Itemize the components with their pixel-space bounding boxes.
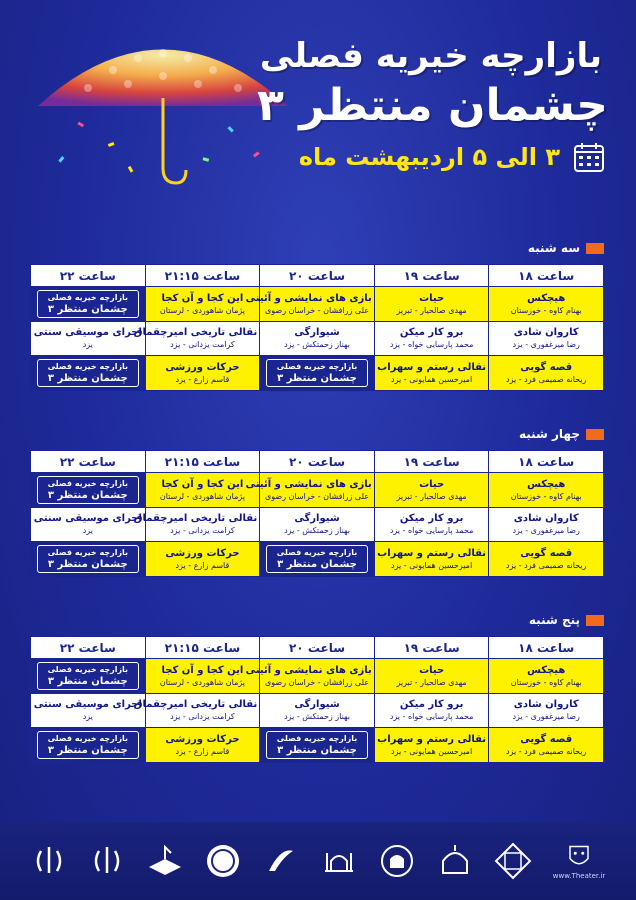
performance-cell <box>489 542 604 577</box>
bazaar-badge <box>37 662 139 690</box>
performance-cell <box>260 322 375 356</box>
performer-name: علی زرافشان - خراسان رضوی <box>265 305 370 315</box>
performance-title: کاروان شادی <box>513 699 579 710</box>
bazaar-subtitle: چشمان منتظر ۳ <box>277 559 357 570</box>
performance-title: برو کار میکن <box>399 327 464 338</box>
performer-name: بهنام کاوه - خوزستان <box>510 305 582 315</box>
table-row <box>31 287 604 322</box>
performance-title: این کجا و آن کجا <box>161 478 244 490</box>
table-row <box>31 694 604 728</box>
time-slot-header: ساعت ۱۸ <box>489 265 604 287</box>
performer-name: علی زرافشان - خراسان رضوی <box>265 491 370 501</box>
bazaar-badge <box>37 545 139 573</box>
table-row <box>31 473 604 508</box>
performer-name: امیرحسین همایونی - یزد <box>391 374 473 384</box>
performance-title: کاروان شادی <box>513 513 579 524</box>
bazaar-subtitle: چشمان منتظر ۳ <box>47 745 128 756</box>
theater-site-url: www.Theater.ir <box>552 872 606 880</box>
performer-name: بهناز زحمتکش - یزد <box>284 526 350 535</box>
charity-bazaar-cell <box>31 473 146 508</box>
bazaar-badge <box>266 545 368 573</box>
performer-name: ریحانه صمیمی فرد - یزد <box>506 374 587 384</box>
performance-title: کاروان شادی <box>513 327 579 338</box>
performance-title: برو کار میکن <box>399 513 464 524</box>
performer-name: پژمان شاهوردی - لرستان <box>159 305 246 315</box>
performance-cell <box>133 508 260 542</box>
charity-bazaar-cell <box>31 356 146 391</box>
performance-title: نقالی رستم و سهراب <box>377 547 487 559</box>
performance-cell <box>145 356 260 391</box>
day-marker-icon <box>586 615 604 626</box>
performance-cell <box>374 694 489 728</box>
bazaar-badge <box>37 290 139 318</box>
book-logo <box>143 839 187 883</box>
performer-name: بهناز زحمتکش - یزد <box>284 340 350 349</box>
calendar-icon <box>572 140 606 174</box>
iran-emblem-logo-2 <box>27 839 71 883</box>
day-section <box>30 610 604 763</box>
performer-name: ریحانه صمیمی فرد - یزد <box>506 560 587 570</box>
bazaar-badge <box>37 731 139 759</box>
performance-title: نقالی تاریخی امیرچقماق <box>133 513 258 524</box>
performance-cell <box>374 542 489 577</box>
performance-title: بازی های نمایشی و آئینی <box>245 292 372 304</box>
performer-name: کرامت یزدانی - یزد <box>170 340 235 349</box>
bazaar-subtitle: چشمان منتظر ۳ <box>277 373 357 384</box>
performer-name: قاسم زارع - یزد <box>175 746 230 756</box>
performance-title: اجرای موسیقی سنتی <box>33 513 142 524</box>
performance-cell <box>260 694 375 728</box>
performance-cell <box>245 287 375 322</box>
performer-name: رضا میرغفوری - یزد <box>512 340 580 349</box>
table-row <box>31 659 604 694</box>
performance-title: نقالی رستم و سهراب <box>377 361 487 373</box>
performer-name: محمد پارسایی خواه - یزد <box>389 712 474 721</box>
mosque-icon <box>319 841 359 881</box>
mosque-logo <box>317 839 361 883</box>
performance-title: حیات <box>419 478 445 490</box>
time-slot-header: ساعت ۱۹ <box>374 265 489 287</box>
event-date-text: ۳ الی ۵ اردیبهشت ماه <box>298 143 560 171</box>
performance-title: حرکات ورزشی <box>165 361 240 373</box>
performance-cell <box>374 322 489 356</box>
bazaar-title: بازارچه خیریه فصلی <box>276 734 358 743</box>
performance-cell <box>31 508 146 542</box>
performance-title: برو کار میکن <box>399 699 464 710</box>
performance-title: این کجا و آن کجا <box>161 664 244 676</box>
day-header <box>30 424 604 444</box>
iran-emblem-logo <box>85 839 129 883</box>
performance-title: هیچکس <box>527 478 566 490</box>
performance-cell <box>145 728 260 763</box>
time-slot-header: ساعت ۲۱:۱۵ <box>145 265 260 287</box>
iran-emblem-icon <box>29 841 69 881</box>
performer-name: یزد <box>82 712 93 721</box>
bazaar-badge <box>37 476 139 504</box>
time-slot-header: ساعت ۱۸ <box>489 637 604 659</box>
performance-cell <box>145 473 260 508</box>
performance-cell <box>31 322 146 356</box>
time-header-row <box>31 451 604 473</box>
table-row <box>31 542 604 577</box>
open-book-icon <box>145 841 185 881</box>
iran-theater-logo <box>549 839 609 883</box>
bazaar-subtitle: چشمان منتظر ۳ <box>47 304 128 315</box>
performance-cell <box>374 356 489 391</box>
performance-title: حیات <box>419 292 445 304</box>
dome-icon <box>435 841 475 881</box>
table-row <box>31 508 604 542</box>
time-slot-header: ساعت ۲۱:۱۵ <box>145 451 260 473</box>
performer-name: بهنام کاوه - خوزستان <box>510 491 582 501</box>
performer-name: رضا میرغفوری - یزد <box>512 526 580 535</box>
performance-title: شیوارگی <box>294 513 340 524</box>
performer-name: کرامت یزدانی - یزد <box>170 526 235 535</box>
cultural-center-logo <box>491 839 535 883</box>
performance-title: قصه گویی <box>520 547 573 559</box>
performer-name: علی زرافشان - خراسان رضوی <box>265 677 370 687</box>
performance-cell <box>374 659 489 694</box>
time-slot-header: ساعت ۱۸ <box>489 451 604 473</box>
bazaar-badge <box>266 359 368 387</box>
bazaar-title: بازارچه خیریه فصلی <box>47 734 129 743</box>
day-section <box>30 424 604 577</box>
bazaar-subtitle: چشمان منتظر ۳ <box>277 745 357 756</box>
event-date <box>299 140 606 174</box>
time-slot-header: ساعت ۱۹ <box>374 637 489 659</box>
table-row <box>31 322 604 356</box>
bazaar-title: بازارچه خیریه فصلی <box>276 548 358 557</box>
poster-header <box>0 0 636 235</box>
time-slot-header: ساعت ۲۰ <box>260 451 375 473</box>
performance-title: هیچکس <box>527 664 566 676</box>
time-slot-header: ساعت ۲۲ <box>31 637 146 659</box>
performer-name: امیرحسین همایونی - یزد <box>391 560 473 570</box>
performance-cell <box>374 728 489 763</box>
performance-cell <box>31 694 146 728</box>
performance-title: نقالی تاریخی امیرچقماق <box>133 699 258 710</box>
performance-cell <box>245 659 375 694</box>
geometric-emblem-icon <box>493 841 533 881</box>
charity-bazaar-cell <box>260 542 375 577</box>
round-seal-icon <box>203 841 243 881</box>
performance-cell <box>489 659 604 694</box>
performance-cell <box>260 508 375 542</box>
performance-title: بازی های نمایشی و آئینی <box>245 478 372 490</box>
performance-title: شیوارگی <box>294 327 340 338</box>
performer-name: یزد <box>82 340 93 349</box>
performer-name: مهدی صالحیار - تبریز <box>396 305 467 315</box>
theater-mask-icon <box>564 842 594 872</box>
brush-stroke-icon <box>261 841 301 881</box>
shrine-icon <box>377 841 417 881</box>
charity-bazaar-cell <box>31 728 146 763</box>
time-slot-header: ساعت ۲۲ <box>31 265 146 287</box>
performance-title: اجرای موسیقی سنتی <box>33 327 142 338</box>
performance-title: اجرای موسیقی سنتی <box>33 699 142 710</box>
time-slot-header: ساعت ۲۰ <box>260 637 375 659</box>
charity-bazaar-cell <box>31 542 146 577</box>
bazaar-subtitle: چشمان منتظر ۳ <box>47 490 128 501</box>
performance-cell <box>145 287 260 322</box>
time-slot-header: ساعت ۲۲ <box>31 451 146 473</box>
performance-title: نقالی تاریخی امیرچقماق <box>133 327 258 338</box>
performance-title: حرکات ورزشی <box>165 547 240 559</box>
emblem-logo <box>201 839 245 883</box>
performance-title: این کجا و آن کجا <box>161 292 244 304</box>
bazaar-title: بازارچه خیریه فصلی <box>47 548 129 557</box>
shrine-logo <box>375 839 419 883</box>
bazaar-subtitle: چشمان منتظر ۳ <box>47 373 128 384</box>
performer-name: رضا میرغفوری - یزد <box>512 712 580 721</box>
performer-name: ریحانه صمیمی فرد - یزد <box>506 746 587 756</box>
performance-cell <box>489 287 604 322</box>
bazaar-subtitle: چشمان منتظر ۳ <box>47 676 128 687</box>
performer-name: امیرحسین همایونی - یزد <box>391 746 473 756</box>
schedule-table <box>30 450 604 577</box>
performer-name: مهدی صالحیار - تبریز <box>396 677 467 687</box>
bazaar-title: بازارچه خیریه فصلی <box>276 362 358 371</box>
time-slot-header: ساعت ۱۹ <box>374 451 489 473</box>
charity-logo <box>433 839 477 883</box>
schedule-table <box>30 636 604 763</box>
performer-name: کرامت یزدانی - یزد <box>170 712 235 721</box>
table-row <box>31 728 604 763</box>
day-marker-icon <box>586 429 604 440</box>
time-slot-header: ساعت ۲۱:۱۵ <box>145 637 260 659</box>
performance-title: بازی های نمایشی و آئینی <box>245 664 372 676</box>
bazaar-subtitle: چشمان منتظر ۳ <box>47 559 128 570</box>
charity-bazaar-cell <box>260 728 375 763</box>
day-section <box>30 238 604 391</box>
performer-name: قاسم زارع - یزد <box>175 560 230 570</box>
time-header-row <box>31 637 604 659</box>
day-name: پنج شنبه <box>528 613 580 627</box>
performance-title: قصه گویی <box>520 361 573 373</box>
performance-title: نقالی رستم و سهراب <box>377 733 487 745</box>
performance-cell <box>374 508 489 542</box>
bazaar-badge <box>266 731 368 759</box>
performance-cell <box>374 473 489 508</box>
brush-logo <box>259 839 303 883</box>
performance-cell <box>133 322 260 356</box>
performance-title: هیچکس <box>527 292 566 304</box>
sponsor-logos-bar <box>0 822 636 900</box>
performance-cell <box>489 728 604 763</box>
charity-bazaar-cell <box>260 356 375 391</box>
day-name: چهار شنبه <box>518 427 580 441</box>
performance-title: قصه گویی <box>520 733 573 745</box>
bazaar-title: بازارچه خیریه فصلی <box>47 293 129 302</box>
poster-title-line1: بازارچه خیریه فصلی <box>259 36 602 76</box>
performance-cell <box>374 287 489 322</box>
poster-title-line2: چشمان منتظر ۳ <box>257 80 608 131</box>
iran-emblem-icon <box>87 841 127 881</box>
performance-cell <box>145 542 260 577</box>
performance-cell <box>489 694 604 728</box>
performance-cell <box>489 508 604 542</box>
day-marker-icon <box>586 243 604 254</box>
performance-cell <box>145 659 260 694</box>
charity-bazaar-cell <box>31 659 146 694</box>
performance-title: شیوارگی <box>294 699 340 710</box>
bazaar-title: بازارچه خیریه فصلی <box>47 362 129 371</box>
performance-cell <box>245 473 375 508</box>
bazaar-title: بازارچه خیریه فصلی <box>47 665 129 674</box>
charity-bazaar-cell <box>31 287 146 322</box>
performance-cell <box>489 473 604 508</box>
performance-cell <box>489 322 604 356</box>
schedule-table <box>30 264 604 391</box>
performer-name: محمد پارسایی خواه - یزد <box>389 526 474 535</box>
table-row <box>31 356 604 391</box>
day-name: سه شنبه <box>527 241 580 255</box>
performer-name: بهناز زحمتکش - یزد <box>284 712 350 721</box>
performer-name: پژمان شاهوردی - لرستان <box>159 677 246 687</box>
performance-cell <box>489 356 604 391</box>
day-header <box>30 610 604 630</box>
performer-name: بهنام کاوه - خوزستان <box>510 677 582 687</box>
bazaar-title: بازارچه خیریه فصلی <box>47 479 129 488</box>
performer-name: مهدی صالحیار - تبریز <box>396 491 467 501</box>
time-slot-header: ساعت ۲۰ <box>260 265 375 287</box>
performance-title: حیات <box>419 664 445 676</box>
performance-cell <box>133 694 260 728</box>
performer-name: یزد <box>82 526 93 535</box>
bazaar-badge <box>37 359 139 387</box>
performance-title: حرکات ورزشی <box>165 733 240 745</box>
time-header-row <box>31 265 604 287</box>
day-header <box>30 238 604 258</box>
performer-name: قاسم زارع - یزد <box>175 374 230 384</box>
performer-name: محمد پارسایی خواه - یزد <box>389 340 474 349</box>
performer-name: پژمان شاهوردی - لرستان <box>159 491 246 501</box>
